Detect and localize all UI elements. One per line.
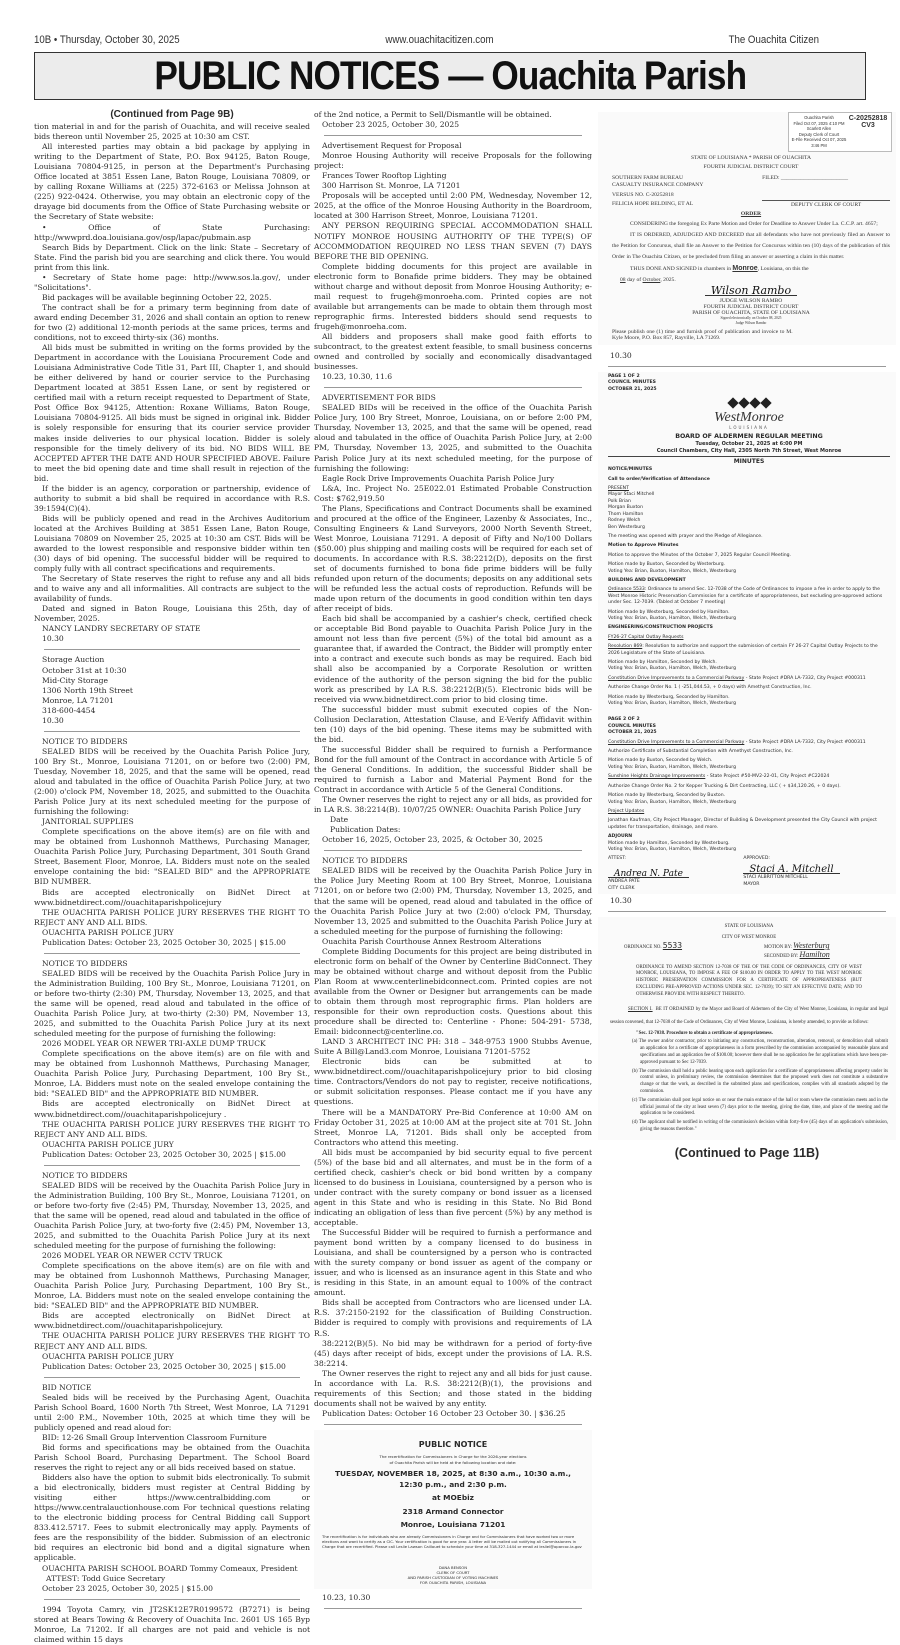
attendee: Morgan Buxton bbox=[608, 505, 643, 511]
minutes-text: Authorize Change Order No. 1 ( -251,044.53, + 0 days) with Amethyst Construction, Inc. bbox=[608, 685, 812, 691]
deputy-clerk-label: DEPUTY CLERK OF COURT bbox=[762, 200, 890, 210]
notice-signer: OUACHITA PARISH SCHOOL BOARD Tommy Comeaux, President bbox=[42, 1563, 298, 1573]
restroom-bid-notice bbox=[314, 856, 592, 1419]
parish-state: PARISH OF OUACHITA, STATE OF LOUISIANA bbox=[692, 310, 810, 316]
paragraph: ANY PERSON REQUIRING SPECIAL ACCOMMODATION SHALL NOTIFY MONROE HOUSING AUTHORITY OF THE TYPE(S) OF ACCOMMODATION REQUIRED NO LESS THAN SEVEN (7) DAYS BEFORE THE BID OPENING. bbox=[314, 221, 592, 261]
signed-text: , Louisiana, on this the bbox=[757, 266, 809, 272]
attendee: Thom Hamilton bbox=[608, 511, 644, 517]
notice-divider bbox=[44, 953, 300, 954]
run-dates: 10.23, 10.30 bbox=[322, 1593, 371, 1603]
code-subsection: (c) The commission shall post legal notice on or near the main entrance of the hall or room where the commission meets and in the official journal of the city at least seven (7) days prior to the meeting, giving the date, time, and place of the meeting and the application to be considered. bbox=[632, 1097, 888, 1117]
paragraph: There will be a MANDATORY Pre-Bid Conference at 10:00 AM on Friday October 31, 2025 at 10:00 AM at the project site at 701 St. John Street, Monroe LA, 71201. Bids shall only be accepted from Contractors who attend this meeting. bbox=[314, 1107, 592, 1147]
paragraph: The Owner reserves the right to reject any and all bids for just cause. In accordance with La. R.S. 38:2212(B)(1), the provisions and requirements of this Section; and those stated in the bidding documents shall not be waived by any entity. bbox=[314, 1368, 592, 1408]
minutes-text: : Resolution to authorize and support the submission of certain FY 26-27 Capital Outlay Projects to the 2026 Legislature of the State of Louisiana. bbox=[608, 644, 878, 656]
vote-line: Voting Yea: Brian, Buxton, Hamilton, Welch, Westerburg bbox=[608, 666, 737, 672]
publication-name: The Ouachita Citizen bbox=[728, 34, 819, 46]
paragraph: The Plans, Specifications and Contract Documents shall be examined and procured at the office of the Engineer, Lazenby & Associates, Inc., Consulting Engineers & Land Surveyors, 2000 North Seventh Street, West Monroe, Louisiana 71291. A deposit of Fifty and No/100 Dollars ($50.00) plus shipping and mailing costs will be required for each set of documents. In accordance with R.S. 38:2212(D), deposits on the first set of documents furnished to bona fide prime bidders will be fully refunded upon return of the documents; deposits on any additional sets will be refunded less the actual costs of reproduction. Refunds will be made upon return of the documents in good condition within ten days after receipt of bids. bbox=[314, 503, 592, 614]
section-label: SECTION I. bbox=[628, 1006, 653, 1012]
notice-divider bbox=[44, 1165, 300, 1166]
paragraph: THE OUACHITA PARISH POLICE JURY RESERVES THE RIGHT TO REJECT ANY AND ALL BIDS. bbox=[34, 1119, 310, 1139]
publication-dates: Publication Dates: October 23, 2025 October 30, 2025 | $15.00 bbox=[42, 1149, 286, 1159]
notice-title: ADVERTISEMENT FOR BIDS bbox=[322, 393, 436, 403]
run-dates: 10.23, 10.30, 11.6 bbox=[322, 372, 393, 382]
case-versus: VERSUS NO. C-20252818 bbox=[612, 192, 674, 198]
section-title: PUBLIC NOTICES — Ouachita Parish bbox=[154, 53, 746, 98]
motion-by: Westerburg bbox=[793, 941, 830, 951]
paragraph: Bid packages will be available beginning October 22, 2025. bbox=[42, 292, 272, 302]
paragraph: The successful Bidder shall be required to furnish a Performance Bond for the full amount of the Contract in accordance with Article 5 of the General Conditions. In addition, the successful Bidder shall be required to furnish a Labor and Material Payment Bond for the Contract in accordance with Article 5 of the General Conditions. bbox=[314, 744, 592, 795]
section-heading: Motion to Approve Minutes bbox=[608, 543, 679, 549]
paragraph: Each bid shall be accompanied by a cashier's check, certified check or acceptable Bid Bond payable to Ouachita Parish Police Jury in the amount not less than five percent (5%) of the total bid amount as a guarantee that, if awarded the Contract, the Bidder will promptly enter into a contract and execute such bonds as may be required. Each bid shall also be accompanied by a Corporate Resolution or written evidence of the authority of the person signing the bid for the public work as prescribed by LA R.S. 38:2212(B)(5). Electronic bids will be received via www.bidnetdirect.com prior to bid closing time. bbox=[314, 614, 592, 704]
auction-venue: Mid-City Storage bbox=[42, 675, 108, 685]
division: CV3 bbox=[861, 122, 875, 129]
council-minutes-scan bbox=[598, 372, 896, 894]
vehicle-storage-notice: 1994 Toyota Camry, vin JT2SK12E7R0199572 (B7271) is being stored at Bears Towing & Recovery of Ouachita Inc. 2601 US 165 Byp Monroe, La 71202. If all charges are not paid and vehicle is not claimed within 15 days bbox=[34, 1604, 310, 1644]
signed-day: 08 bbox=[620, 277, 626, 283]
notice-divider bbox=[324, 135, 582, 136]
auction-date: October 31st at 10:30 bbox=[42, 665, 127, 675]
paragraph: THE OUACHITA PARISH POLICE JURY RESERVES THE RIGHT TO REJECT ANY AND ALL BIDS. bbox=[34, 1331, 310, 1351]
ordinance-label: Ordinance 5533 bbox=[608, 587, 645, 593]
bid-item: 2026 MODEL YEAR OR NEWER TRI-AXLE DUMP TRUCK bbox=[42, 1039, 266, 1049]
paragraph: SEALED BIDS will be received by the Ouachita Parish Police Jury in the Police Jury Meeting Room at 100 Bry Street, Monroe, Louisiana 71201, on or before two (2:00) PM, Thursday, November 13, 2025, and that the same will be opened, read aloud and tabulated in the office of the Ouachita Parish Police Jury at two (2:00) o'clock PM, Thursday, November 13, 2025 and submitted to the Ouachita Parish Police Jury at a scheduled meeting for the purpose of furnishing the following: bbox=[314, 866, 592, 936]
project-name: Frances Tower Rooftop Lighting bbox=[322, 171, 447, 181]
paragraph: Bids are accepted electronically on BidNet Direct at www.bidnetdirect.com//ouachitaparishpolicejury. bbox=[34, 1311, 310, 1331]
notice-divider bbox=[44, 649, 300, 650]
continued-from-label: (Continued from Page 9B) bbox=[110, 109, 234, 120]
signed-year: , 2025. bbox=[660, 277, 676, 283]
signer-title: FOR OUACHITA PARISH, LOUISIANA bbox=[419, 1580, 487, 1586]
notice-signer: OUACHITA PARISH POLICE JURY bbox=[42, 1351, 174, 1361]
notice-divider bbox=[324, 387, 582, 388]
project-label: Sunshine Heights Drainage Improvements bbox=[608, 774, 706, 780]
section-heading: NOTICE/MINUTES bbox=[608, 467, 653, 473]
auction-phone: 318-600-4454 bbox=[42, 705, 96, 715]
paragraph: SEALED BIDS will be received by the Ouachita Parish Police Jury in the Administration Building, 100 Bry St., Monroe, Louisiana 71201, on or before two-thirty (2:30) PM, Thursday, November 13, 2025, and that the same will be opened, read aloud and tabulated in the office of Ouachita Parish Police Jury, at two-thirty (2:30) PM, November 13, 2025, and submitted to the Ouachita Parish Police Jury at its next scheduled meeting for the purpose of furnishing the following: bbox=[34, 968, 310, 1039]
paragraph: All bids must be accompanied by bid security equal to five percent (5%) of the base bid and all alternates, and must be in the form of a certified check, cashier's check or bid bond written by a company licensed to do business in Louisiana, countersigned by a person who is under contract with the surety company or bond issuer as a licensed agent in this State and who is residing in this State. No Bid Bond indicating an obligation of less than five percent (5%) by any method is acceptable. bbox=[314, 1147, 592, 1228]
section-banner bbox=[34, 52, 866, 100]
present-label: PRESENT bbox=[608, 486, 629, 492]
publication-dates: Publication Dates: October 23, 2025 October 30, 2025 | $15.00 bbox=[42, 937, 286, 947]
storage-auction-notice bbox=[34, 655, 310, 725]
filing-stamp bbox=[788, 112, 892, 152]
clerk-title: CITY CLERK bbox=[608, 885, 635, 891]
vehicle-notice-continued: of the 2nd notice, a Permit to Sell/Dismantle will be obtained. bbox=[314, 110, 552, 119]
column-2 bbox=[314, 110, 592, 1614]
attendee: Polk Brian bbox=[608, 498, 631, 504]
subsection-heading: Project Updates bbox=[608, 808, 645, 814]
notice-title: BID NOTICE bbox=[42, 1382, 92, 1392]
signed-text: THUS DONE AND SIGNED in chambers in bbox=[630, 266, 731, 272]
defendant: FELICIA HOPE BELDING, ET AL bbox=[612, 201, 694, 207]
sos-notice bbox=[34, 122, 310, 644]
doc-type: COUNCIL MINUTES bbox=[608, 723, 656, 729]
notice-signer: OUACHITA PARISH POLICE JURY bbox=[42, 927, 174, 937]
motion-line: Motion made by Buxton, Seconded by Westerburg. bbox=[608, 562, 726, 568]
vote-line: Voting Yea: Brian, Buxton, Hamilton, Welch, Westerburg bbox=[608, 846, 737, 852]
notice-divider bbox=[44, 731, 300, 732]
paragraph: SEALED BIDS will be received by the Ouachita Parish Police Jury, 100 Bry St., Monroe, Louisiana 71201, on or before two (2:00) PM, Tuesday, November 18, 2025, and that the same will be opened, read aloud and tabulated in the office of Ouachita Parish Police Jury, at two (2:00) o'clock PM, November 18, 2025, and submitted to the Ouachita Parish Police Jury at its next scheduled meeting for the purpose of furnishing the following: bbox=[34, 746, 310, 817]
code-subsection: (d) The applicant shall be notified in writing of the commission's decision within forty-five (45) days of an application's submission, giving the reasons therefore." bbox=[632, 1120, 888, 1132]
run-dates: 10.30 bbox=[610, 351, 632, 360]
notice-title: PUBLIC NOTICE bbox=[418, 1439, 488, 1449]
seconded-by-label: SECONDED BY: bbox=[764, 953, 799, 959]
notice-divider bbox=[44, 1599, 300, 1600]
signed-city: Monroe bbox=[732, 265, 758, 272]
project-name: Eagle Rock Drive Improvements Ouachita Parish Police Jury bbox=[322, 473, 555, 483]
janitorial-bid-notice bbox=[34, 737, 310, 948]
section-text: BE IT ORDAINED by the Mayor and Board of Aldermen of the City of West Monroe, Louisiana, in regular and legal session convened, that 12-7038 of the Code of Ordinances, City of West Monroe, Louisiana, is hereby amended, to provide as follows: bbox=[610, 1006, 888, 1025]
plaintiff: SOUTHERN FARM BUREAU bbox=[612, 175, 684, 181]
notice-body: The recertification is for individuals who are already Commissioners in Charge and for Commissioners that have worked two or more elections and want to certify as a CIC. Your certification is good for one year. A letter will be mailed out notifying all Commissioners in Charge that are recertified. Please call Leslie Lawson Caillouet to schedule your time at 318-327-1444 or email at lesliel@oparcoc.la.gov bbox=[322, 1533, 582, 1549]
event-datetime: TUESDAY, NOVEMBER 18, 2025, at 8:30 a.m., 10:30 a.m., 12:30 p.m., and 2:30 p.m. bbox=[335, 1469, 571, 1489]
bid-item: 2026 MODEL YEAR OR NEWER CCTV TRUCK bbox=[42, 1251, 223, 1261]
paragraph: The Owner reserves the right to reject any or all bids, as provided for in LA R.S. 38:2214(B). 10/07/25 OWNER: Ouachita Parish Police Jury bbox=[314, 795, 592, 815]
mayor-title: MAYOR bbox=[743, 881, 760, 887]
signer-name: DANA BENSON bbox=[438, 1565, 468, 1571]
project-label: Constitution Drive Improvements to a Commercial Parkway bbox=[608, 675, 745, 681]
meeting-place: Council Chambers, City Hall, 2305 North 7th Street, West Monroe bbox=[608, 448, 890, 458]
notice-divider bbox=[608, 911, 886, 912]
run-dates: 10.30 bbox=[42, 715, 64, 725]
paragraph: The Successful Bidder will be required to furnish a performance and payment bond written by a company licensed to do business in Louisiana, and shall be countersigned by a person who is contracted with the surety company or bond issuer as agent of the company or issuer, and who is licensed as an insurance agent in this State and who is residing in this State, in an amount equal to 100% of the contract amount. bbox=[314, 1228, 592, 1298]
mayor-signature: Staci A. Mitchell bbox=[743, 867, 839, 874]
event-venue: at MOEbiz bbox=[432, 1493, 474, 1502]
vote-line: Voting Yea: Brian, Buxton, Hamilton, Welch, Westerburg bbox=[608, 799, 737, 805]
case-number: C-20252818 bbox=[848, 115, 888, 122]
auction-street: 1306 North 19th Street bbox=[42, 685, 133, 695]
motion-line: Motion made by Westerburg, Seconded by Hamilton. bbox=[608, 694, 730, 700]
publication-dates: Publication Dates: October 23, 2025 October 30, 2025 | $15.00 bbox=[42, 1361, 286, 1371]
motion-line: Motion made by Westerburg, Seconded by Hamilton. bbox=[608, 609, 730, 615]
doc-type: COUNCIL MINUTES bbox=[608, 380, 656, 386]
motion-line: Motion made by Hamilton, Seconded by Welch. bbox=[608, 660, 717, 666]
section-heading: ENGINEERING/CONSTRUCTION PROJECTS bbox=[608, 625, 713, 631]
minutes-text: Jonathan Kaufman, City Project Manager, Director of Building & Development presented the City Council with project updates for transportation, drainage, and more. bbox=[608, 818, 877, 830]
attendee: Ben Westerburg bbox=[608, 524, 645, 530]
public-notice-recertification bbox=[314, 1430, 592, 1589]
paragraph: Complete specifications on the above item(s) are on file with and may be obtained from Lushonnoh Matthews, Purchasing Manager, Ouachita Parish Police Jury, Purchasing Department, 100 Bry St., Monroe, LA. Bidders must note on the sealed envelope containing the bid: "SEALED BID" and the APPROPRIATE BID NUMBER. bbox=[34, 1261, 310, 1311]
publication-dates: October 16, 2025, October 23, 2025, & October 30, 2025 bbox=[322, 835, 543, 845]
ordinance-number: 5533 bbox=[662, 941, 683, 951]
event-street: 2318 Armand Connector bbox=[402, 1506, 504, 1516]
paragraph: • Office of State Purchasing: http://wwwprd.doa.louisiana.gov/osp/lapac/pubmain.asp bbox=[34, 222, 310, 242]
project-label: Constitution Drive Improvements to a Commercial Parkway bbox=[608, 739, 745, 745]
attest-label: ATTEST: bbox=[608, 856, 626, 862]
project-name: Ouachita Parish Courthouse Annex Restroom Alterations bbox=[322, 936, 542, 946]
stamp-line: Filed Oct 07, 2025 4:10 PM bbox=[793, 120, 845, 126]
ad-for-bids-notice bbox=[314, 393, 592, 845]
minutes-text: Authorize Certificate of Substantial Completion with Amethyst Construction, Inc. bbox=[608, 749, 793, 755]
stamp-line: E-File Received Oct 07, 2025 3:46 PM bbox=[791, 137, 847, 148]
vote-line: Voting Yea: Brian, Buxton, Hamilton, Welch, Westerburg bbox=[608, 764, 737, 770]
subsection-heading: FY26-27 Capital Outlay Requests bbox=[608, 634, 684, 640]
notice-divider bbox=[324, 850, 582, 851]
notice-title: NOTICE TO BIDDERS bbox=[42, 736, 128, 746]
page-indicator: PAGE 2 OF 2 bbox=[608, 717, 640, 723]
notice-title: NOTICE TO BIDDERS bbox=[42, 958, 128, 968]
plaintiff: CASUALTY INSURANCE COMPANY bbox=[612, 181, 704, 188]
paragraph: Sealed bids will be received by the Purchasing Agent, Ouachita Parish School Board, 1600 North 7th Street, West Monroe, LA 71291 until 2:00 P.M., November 10th, 2025 at which time they will be publicly opened and read aloud for: bbox=[34, 1392, 310, 1432]
paragraph: Complete bidding documents for this project are available in electronic form to Bonafide prime bidders. They may be obtained without charge and without deposit from Monroe Housing Authority; e-mail request to frugeh@monroeha.com. Printed copies are not available but arrangements can be made to obtain them through most reprographic firms. Interested bidders should send requests to frugeh@monroeha.com. bbox=[314, 261, 592, 331]
attest-line: ATTEST: Todd Guice Secretary bbox=[46, 1573, 166, 1583]
stamp-line: Scarlett Allen bbox=[806, 126, 832, 132]
day-label: day of bbox=[627, 277, 642, 283]
notice-title: NOTICE TO BIDDERS bbox=[322, 856, 408, 866]
vote-line: Voting Yea: Brian, Buxton, Hamilton, Welch, Westerburg bbox=[608, 568, 737, 574]
paragraph: Complete specifications on the above item(s) are on file with and may be obtained from Lushonnoh Matthews, Purchasing Manager, Ouachita Parish Police Jury, Purchasing Department, 100 Bry St., Monroe, LA. Bidders must note on the sealed envelope containing the bid: "SEALED BID" and the APPROPRIATE BID NUMBER. bbox=[34, 1049, 310, 1099]
approved-label: APPROVED: bbox=[743, 856, 770, 862]
filed-label: FILED: bbox=[762, 175, 780, 181]
court-order-scan: Ouachita Parish Filed Oct 07, 2025 4:10 PM Scarlett Allen Deputy Clerk of Court E-File Received Oct 07, 2025 3:46 PM C-20252818 CV3 STATE OF LOUISIANA * PARISH OF OUACHITA FOURTH JUDICIAL DISTRICT COURT SOUTHERN FARM BUREAU CASUALTY INSURANCE COMPANY FILED: ________________________ VERSUS NO. C-20252818 FELICIA HOPE BELDING, ET AL DEPUTY CLERK OF COURT ORDER CONSIDERING the foregoing Ex Parte Motion and Order for Deadline to Answer Under La. C.C.P. art. 4657; IT IS ORDERED, ADJUDGED AND DECREED that all defendants who have not previously filed an Answer to the Petition for Concursus, shall file an Answer to the Petition for Concursus within ten (10) days of the publication of this Order in The Ouachita Citizen, or be precluded from filing an answer or asserting a claim in this matter. THUS DONE AND SIGNED in chambers in Monroe, Louisiana, on this the 08 day of October, 2025. Wilson Rambo JUDGE WILSON RAMBO FOURTH JUDICIAL DISTRICT COURT PARISH OF OUACHITA, STATE OF LOUISIANA Signed electronically on October 08, 2025 Judge Wilson Rambo Please publish one (1) time and furnish proof of publication and invoice to M. Kyle Moore, P.O. Box 857, Rayville, LA 71269. bbox=[598, 112, 896, 345]
page-indicator: PAGE 1 OF 2 bbox=[608, 374, 640, 380]
resolution-label: Resolution 869 bbox=[608, 644, 643, 650]
signed-month: October bbox=[642, 277, 661, 283]
notice-signer: OUACHITA PARISH POLICE JURY bbox=[42, 1139, 174, 1149]
notice-divider bbox=[324, 1424, 582, 1425]
paragraph: LAND 3 ARCHITECT INC PH: 318 – 348-9753 1900 Stubbs Avenue, Suite A Bill@Land3.com Monroe, Louisiana 71201-5752 bbox=[314, 1037, 592, 1057]
notice-divider bbox=[44, 1377, 300, 1378]
ordinance-state: STATE OF LOUISIANA bbox=[724, 924, 774, 930]
stamp-line: Deputy Clerk of Court bbox=[798, 131, 840, 137]
paragraph: Monroe Housing Authority will receive Proposals for the following project: bbox=[314, 151, 592, 171]
rfp-notice bbox=[314, 141, 592, 382]
court-name: FOURTH JUDICIAL DISTRICT COURT bbox=[703, 304, 799, 310]
school-board-bid-notice bbox=[34, 1383, 310, 1594]
paragraph: Bids are accepted electronically on BidNet Direct at www.bidnetdirect.com//ouachitaparishpolicejury . bbox=[34, 1099, 310, 1119]
order-title: ORDER bbox=[740, 211, 762, 217]
event-city: Monroe, Louisiana 71201 bbox=[400, 1520, 506, 1529]
paragraph: THE OUACHITA PARISH POLICE JURY RESERVES THE RIGHT TO REJECT ANY AND ALL BIDS. bbox=[34, 907, 310, 927]
paragraph: Search Bids by Department. Click on the link: State – Secretary of State. Find the parish bid you are searching and click there. You would print from this link. bbox=[34, 242, 310, 272]
esign-note: Signed electronically on October 08, 2025 bbox=[720, 316, 782, 320]
minutes-text: - State Project #50-MV2-22-01, City Project #C22024 bbox=[705, 774, 830, 780]
motion-line: Motion made by Buxton, Seconded by Welch. bbox=[608, 758, 713, 764]
minutes-text: The meeting was opened with prayer and the Pledge of Allegiance. bbox=[608, 533, 763, 539]
paragraph: The contract shall be for a primary term beginning from date of award ending December 31, 2026 and shall contain an option to renew for two (2) additional 12-month periods at the same prices, terms and conditions, not to exceed thirty-six (36) months. bbox=[34, 302, 310, 343]
ordinance-5533-scan bbox=[598, 917, 896, 1140]
column-3 bbox=[598, 112, 896, 1158]
section-heading: BUILDING AND DEVELOPMENT bbox=[608, 577, 686, 583]
judge-signature: Wilson Rambo bbox=[705, 286, 797, 296]
auction-city: Monroe, LA 71201 bbox=[42, 695, 114, 705]
code-subsection: (a) The owner and/or contractor, prior to initiating any construction, reconstruction, alteration, removal, or demolition shall submit an application for a certificate of appropriateness in a form prescribed by the commission accompanied by reasonable plans and specifications and an application fee of $100.00; however there shall be no application fee for applications which have been pre-approved pursuant to Sec 12-7039. bbox=[632, 1039, 888, 1065]
section-heading: ADJOURN bbox=[608, 834, 633, 840]
paragraph: 38:2212(B)(5). No bid may be withdrawn for a period of forty-five (45) days after receipt of bids, except under the provisions of LA. R.S. 38:2214. bbox=[314, 1338, 592, 1368]
minutes-text: Motion to approve the Minutes of the October 7, 2025 Regular Council Meeting. bbox=[608, 552, 792, 558]
seconded-by: Hamilton bbox=[799, 949, 830, 959]
notice-title: Storage Auction bbox=[42, 655, 105, 665]
cctv-truck-bid-notice bbox=[34, 1171, 310, 1372]
clerk-signature: Andrea N. Pate bbox=[608, 871, 689, 878]
paragraph: The Secretary of State reserves the right to refuse any and all bids and to waive any and all informalities. All contracts are subject to the availability of funds. bbox=[34, 574, 310, 604]
bid-item: JANITORIAL SUPPLIES bbox=[42, 817, 134, 827]
mayor-name: STACI ALBRITTON MITCHELL bbox=[743, 875, 808, 881]
code-section-heading: "Sec. 12-7038. Procedure to obtain a certificate of appropriateness. bbox=[636, 1030, 773, 1036]
publication-label: Publication Dates: bbox=[330, 825, 401, 835]
minutes-text: : Ordinance to amend Sec. 12-7038 of the Code of Ordinances to impose a fee in order to apply to the West Monroe Historic Preservation Commission for a certificate of appropriateness, but excluding pre-approved actions under Sec. 12-7039. (Tabled at October 7 meeting) bbox=[608, 587, 883, 606]
attendee: Mayor Staci Mitchell bbox=[608, 492, 655, 498]
date-label: Date bbox=[330, 815, 349, 825]
section-heading: Call to order/Verification of Attendance bbox=[608, 476, 710, 482]
minutes-text: Authorize Change Order No. 2 for Kepper Trucking & Dirt Contracting, LLC ( + $34,120.26, + 0 days). bbox=[608, 783, 841, 789]
clerk-name: ANDREA PATE bbox=[608, 879, 640, 885]
dump-truck-bid-notice bbox=[34, 959, 310, 1160]
code-subsection: (b) The commission shall hold a public hearing upon each application for a certificate of appropriateness affecting property under its control unless, in preliminary review, the commission determines that the proposed work does not constitute a substantive change or that the work, as described in the submitted plans and specifications, complies with all standards adopted by the commission. bbox=[632, 1068, 888, 1094]
page-date: 10B • Thursday, October 30, 2025 bbox=[34, 34, 180, 46]
paragraph: Bids shall be accepted from Contractors who are licensed under LA. R.S. 37:2150-2192 for the classification of Building Construction. Bidder is required to comply with provisions and requirements of LA R.S. bbox=[314, 1298, 592, 1338]
paragraph: If the bidder is an agency, corporation or partnership, evidence of authority to submit a bid shall be required in accordance with R.S. 39:1594(C)(4). bbox=[34, 483, 310, 513]
paragraph: The successful bidder must submit executed copies of the Non-Collusion Declaration, Attestation Clause, and E-Verify Affidavit within ten (10) days of the bid opening. These items may be submitted with the bid. bbox=[314, 704, 592, 744]
motion-line: Motion made by Westerburg, Seconded by Buxton. bbox=[608, 793, 726, 799]
paragraph: All bidders and proposers shall make good faith efforts to subcontract, to the greatest extent feasible, to small business concerns owned and controlled by socially and economically disadvantaged businesses. bbox=[314, 331, 592, 372]
website-url[interactable]: www.ouachitacitizen.com bbox=[385, 34, 494, 46]
minutes-text: - State Project #DRA LA-7332, City Project #000311 bbox=[744, 739, 866, 745]
motion-by-label: MOTION BY: bbox=[764, 945, 792, 951]
notice-divider bbox=[324, 1608, 582, 1609]
run-dates: October 23 2025, October 30, 2025 bbox=[322, 120, 460, 130]
paragraph: • Secretary of State home page: http://www.sos.la.gov/, under "Solicitations". bbox=[34, 272, 310, 292]
publish-instructions: Please publish one (1) time and furnish proof of publication and invoice to M. Kyle Moore, P.O. Box 857, Rayville, LA 71269. bbox=[612, 329, 793, 341]
paragraph: Dated and signed in Baton Rouge, Louisiana this 25th, day of November, 2025. bbox=[34, 604, 310, 624]
meeting-title: BOARD OF ALDERMEN REGULAR MEETING bbox=[675, 433, 823, 441]
motion-line: Motion made by Hamilton, Seconded by Westerburg. bbox=[608, 840, 730, 846]
bid-item: BID: 12-26 Small Group Intervention Classroom Furniture bbox=[42, 1432, 267, 1442]
minutes-title: MINUTES bbox=[733, 458, 765, 466]
publication-dates: October 23 2025, October 30, 2025 | $15.00 bbox=[42, 1583, 214, 1593]
intro-line: of Ouachita Parish will be held at the following location and date: bbox=[389, 1460, 517, 1465]
logo-state: LOUISIANA bbox=[729, 424, 769, 430]
minutes-text: - State Project #DRA LA-7332, City Project #000311 bbox=[744, 675, 866, 681]
doc-date: OCTOBER 21, 2025 bbox=[608, 730, 657, 736]
attendee: Rodney Welch bbox=[608, 518, 641, 524]
order-paragraph: IT IS ORDERED, ADJUDGED AND DECREED that all defendants who have not previously filed an Answer to the Petition for Concursus, shall file an Answer to the Petition for Concursus within ten (10) days of the publication of this Order in The Ouachita Citizen, or be precluded from filing an answer or asserting a claim in this matter. bbox=[612, 232, 890, 260]
court-heading: FOURTH JUDICIAL DISTRICT COURT bbox=[703, 164, 799, 170]
paragraph: All bids must be submitted in writing on the forms provided by the Department in accordance with the Louisiana Procurement Code and Louisiana Administrative Code Title 31, Part III, Chapter 1, and should be either delivered by hand or courier service to the Purchasing Department located at 3851 Essen Lane, or sent by registered or certified mail with a return receipt requested to Department of State, Post Office Box 94125, Attention: Roxane Williams, Baton Rouge, Louisiana 70804-9125. All bids must be signed in original ink. Bidder is solely responsible for ensuring that its courier service provider makes inside deliveries to our physical location. Bidder is solely responsible for the timely delivery of its bid. NO BIDS WILL BE ACCEPTED AFTER THE DATE AND HOUR SPECIFIED ABOVE. Failure to meet the bid opening date and time shall result in rejection of the bid. bbox=[34, 343, 310, 483]
project-address: 300 Harrison St. Monroe, LA 71201 bbox=[322, 181, 461, 191]
signer-title: CLERK OF COURT bbox=[436, 1570, 470, 1576]
paragraph: Bidders also have the option to submit bids electronically. To submit a bid electronically, bidders must register at Central Bidding by visiting either https://www.centralbidding.com or https://www.centralauctionhouse.com For technical questions relating to the electronic bidding process for Central Bidding call Support 833.412.5717. Fees to submit electronically may apply. Payments of fees are the responsibility of the bidder. Submission of an electronic bid requires an electronic bid bond and a digital signature when applicable. bbox=[34, 1473, 310, 1563]
publication-dates: Publication Dates: October 16 October 23 October 30. | $36.25 bbox=[322, 1408, 566, 1418]
esign-note: Judge Wilson Rambo bbox=[735, 320, 767, 325]
doc-date: OCTOBER 21, 2025 bbox=[608, 386, 657, 392]
notice-signer: NANCY LANDRY SECRETARY OF STATE bbox=[42, 624, 201, 634]
paragraph: SEALED BIDS will be received by the Ouachita Parish Police Jury in the Administration Building, 100 Bry St., Monroe, Louisiana 71201, on or before two-forty five (2:45) PM, Thursday, November 13, 2025, and that the same will be opened, read aloud and tabulated in the office of Ouachita Parish Police Jury, at two-forty five (2:45) PM, November 13, 2025, and submitted to the Ouachita Parish Police Jury at its next scheduled meeting for the purpose of furnishing the following: bbox=[34, 1180, 310, 1251]
paragraph: Complete Bidding Documents for this project are being distributed in electronic form on behalf of the Owner by Centerline BidConnect. They may be obtained without charge and without deposit from the Public Plan Room at www.centerlinebidconnect.com. Printed copies are not available from the Owner or Designer but arrangements can be made to obtain them through most reprographic firms. Plan holders are responsible for their own reproduction costs. Questions about this procedure shall be directed to: Centerline - Phone: 504-291- 5738, Email: bidconnect@centerline.co. bbox=[314, 946, 592, 1037]
paragraph: Bids are accepted electronically on BidNet Direct at www.bidnetdirect.com//ouachitaparishpolicejury bbox=[34, 887, 310, 907]
notice-title: Advertisement Request for Proposal bbox=[322, 141, 462, 151]
column-1 bbox=[34, 110, 310, 1645]
notice-divider bbox=[608, 366, 886, 367]
page-header-bar bbox=[34, 34, 819, 48]
vote-line: Voting Yea: Brian, Buxton, Hamilton, Welch, Westerburg bbox=[608, 701, 737, 707]
paragraph: Electronic bids can be submitted at to www.bidnetdirect.com//ouachitaparishpolicejury prior to bid closing time. Contractors/Vendors do not pay to register, receive notifications, or submit solicitation responses. Please contact me if you have any questions. bbox=[314, 1057, 592, 1107]
order-paragraph: CONSIDERING the foregoing Ex Parte Motion and Order for Deadline to Answer Under La. C.C.P. art. 4657; bbox=[630, 221, 878, 227]
paragraph: Bid forms and specifications may be obtained from the Ouachita Parish School Board, Purchasing Department. The School Board reserves the right to reject any or all bids received based on statue. bbox=[34, 1442, 310, 1473]
stamp-line: Ouachita Parish bbox=[804, 115, 834, 120]
notice-title: NOTICE TO BIDDERS bbox=[42, 1170, 128, 1180]
continued-to-label: (Continued to Page 11B) bbox=[674, 1145, 820, 1160]
ordinance-city: CITY OF WEST MONROE bbox=[721, 935, 777, 941]
paragraph: tion material in and for the parish of Ouachita, and will receive sealed bids thereon until November 25, 2025 at 10:30 am CST. bbox=[34, 122, 310, 142]
paragraph: Proposals will be accepted until 2:00 PM, Wednesday, November 12, 2025, at the office of the Monroe Housing Authority in the Boardroom, located at 300 Harrison Street, Monroe, Louisiana 71201. bbox=[314, 191, 592, 221]
west-monroe-logo bbox=[608, 399, 890, 431]
paragraph: All interested parties may obtain a bid package by applying in writing to the Department of State, P.O. Box 94125, Baton Rouge, Louisiana 70804-9125, in person at the Department's Purchasing Office located at 3851 Essen Lane, Baton Rouge, Louisiana 70809, or by calling Roxane Williams at (225) 372-6163 or Melissa Johnson at (225) 922-0424. Otherwise, you may obtain an electronic copy of the drayage bid documents from the Office of State Purchasing website or the Secretary of State website: bbox=[34, 142, 310, 222]
paragraph: SEALED BIDs will be received in the office of the Ouachita Parish Police Jury, 100 Bry Street, Monroe, Louisiana, on or before 2:00 PM, Thursday, November 13, 2025, and that the same will be opened, read aloud and tabulated in the office of Ouachita Parish Police Jury, at 2:00 PM, Thursday, November 13, 2025, and submitted to the Ouachita Parish Police Jury at its next scheduled meeting, for the purpose of furnishing the following: bbox=[314, 403, 592, 473]
logo-city: WestMonroe bbox=[714, 409, 784, 425]
judge-name: JUDGE WILSON RAMBO bbox=[719, 298, 783, 304]
project-number: L&A, Inc. Project No. 25E022.01 Estimated Probable Construction Cost: $762,919.50 bbox=[314, 483, 592, 503]
paragraph: Complete specifications on the above item(s) are on file with and may be obtained from Lushonnoh Matthews, Purchasing Manager, Ouachita Parish Police Jury, Purchasing Department, 301 South Grand Street, Basement Floor, Monroe, LA. Bidders must note on the sealed envelope containing the bid: "SEALED BID" and the APPROPRIATE BID NUMBER. bbox=[34, 827, 310, 887]
signer-title: AND PARISH CUSTODIAN OF VOTING MACHINES bbox=[407, 1575, 499, 1581]
ordinance-caption: ORDINANCE TO AMEND SECTION 12-7038 OF THE OF THE CODE OF ORDINANCES, CITY OF WEST MONROE, LOUISIANA, TO IMPOSE A FEE OF $100.00 IN ORDER TO APPLY TO THE WEST MONROE HISTORIC PRESERVATION COMMISSION FOR A CERTIFICATE OF APPROPRIATENESS (BUT EXCLUDING PRE-APPROVED ACTIONS UNDER SEC. 12-7039); TO SET AN EFFECTIVE DATE; AND TO OTHERWISE PROVIDE WITH RESPECT THERETO. bbox=[636, 964, 862, 997]
intro-line: The recertification for Commissioners in Charge for the 2026-year elections bbox=[379, 1454, 527, 1459]
paragraph: Bids will be publicly opened and read in the Archives Auditorium located at the Archives Building at 3851 Essen Lane, Baton Rouge, Louisiana 70809 on November 25, 2025 at 10:30 am CST. Bids will be awarded to the lowest responsible and responsive bidder within ten (30) days of bid opening. The successful bidder will be required to comply fully with all contract specifications and requirements. bbox=[34, 513, 310, 574]
run-dates: 10.30 bbox=[610, 895, 632, 905]
court-heading: STATE OF LOUISIANA * PARISH OF OUACHITA bbox=[690, 155, 812, 161]
meeting-date: Tuesday, October 21, 2025 at 6:00 PM bbox=[695, 441, 803, 448]
ordinance-number-label: ORDINANCE NO. bbox=[624, 945, 662, 951]
vote-line: Voting Yea: Brian, Buxton, Hamilton, Welch, Westerburg bbox=[608, 615, 737, 621]
run-dates: 10.30 bbox=[42, 634, 64, 644]
